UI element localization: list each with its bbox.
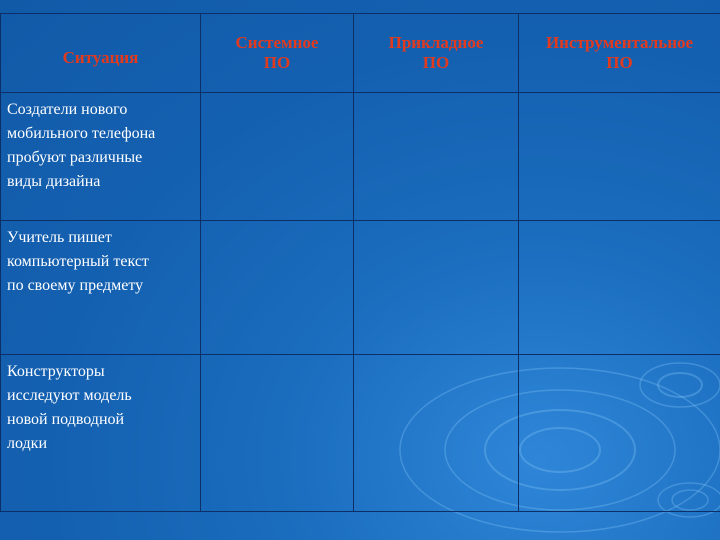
table-row bbox=[1, 355, 720, 512]
header-system-software bbox=[201, 14, 354, 93]
system-software-cell bbox=[201, 93, 354, 221]
situation-line: исследуют модель bbox=[7, 387, 132, 404]
header-tool-line1: Инструментальное bbox=[545, 33, 694, 52]
situation-line: новой подводной bbox=[7, 411, 125, 428]
applied-software-cell bbox=[354, 93, 519, 221]
software-classification-table bbox=[0, 13, 720, 512]
situation-line: компьютерный текст bbox=[7, 253, 149, 270]
header-situation-label: Ситуация bbox=[62, 48, 139, 67]
header-situation bbox=[1, 14, 201, 93]
header-applied-line1: Прикладное bbox=[388, 33, 484, 52]
applied-software-cell bbox=[354, 355, 519, 512]
situation-line: виды дизайна bbox=[7, 173, 101, 190]
situation-line: по своему предмету bbox=[7, 277, 144, 294]
situation-line: Создатели нового bbox=[7, 101, 128, 118]
system-software-cell bbox=[201, 355, 354, 512]
situation-cell bbox=[1, 221, 201, 355]
header-applied-software bbox=[354, 14, 519, 93]
tool-software-cell bbox=[519, 355, 720, 512]
header-tool-software bbox=[519, 14, 720, 93]
situation-cell bbox=[1, 93, 201, 221]
situation-cell bbox=[1, 355, 201, 512]
header-system-line2: ПО bbox=[263, 53, 291, 72]
table-row bbox=[1, 221, 720, 355]
system-software-cell bbox=[201, 221, 354, 355]
situation-line: Конструкторы bbox=[7, 363, 105, 380]
tool-software-cell bbox=[519, 221, 720, 355]
situation-line: лодки bbox=[7, 435, 47, 452]
header-tool-line2: ПО bbox=[606, 53, 633, 72]
situation-line: мобильного телефона bbox=[7, 125, 156, 142]
table-row bbox=[1, 93, 720, 221]
header-system-line1: Системное bbox=[235, 33, 319, 52]
table-header-row bbox=[1, 14, 720, 93]
situation-line: Учитель пишет bbox=[7, 229, 112, 246]
tool-software-cell bbox=[519, 93, 720, 221]
situation-line: пробуют различные bbox=[7, 149, 143, 166]
applied-software-cell bbox=[354, 221, 519, 355]
header-applied-line2: ПО bbox=[422, 53, 450, 72]
